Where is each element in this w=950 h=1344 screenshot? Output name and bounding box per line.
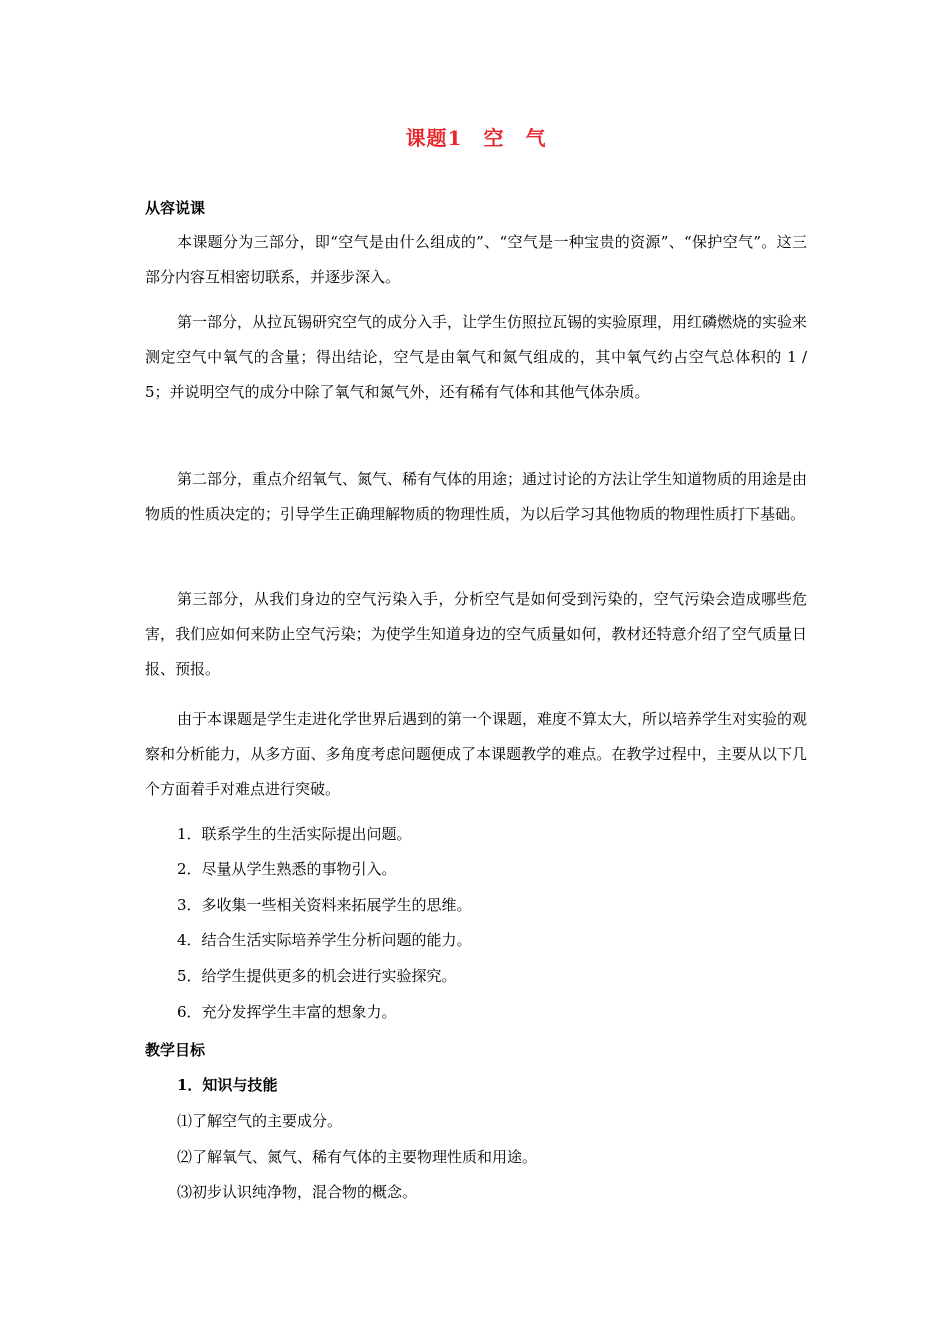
page-title: 课题1 空 气	[405, 126, 547, 150]
paragraph-part-three: 第三部分，从我们身边的空气污染入手，分析空气是如何受到污染的，空气污染会造成哪些危害，我们应如何来防止空气污染；为使学生知道身边的空气质量如何，教材还特意介绍了空气质量日报、预报。	[145, 590, 807, 678]
section-heading-teaching-goals: 教学目标	[145, 1041, 206, 1059]
subheading-knowledge-skills: 1．知识与技能	[177, 1076, 278, 1094]
goal-item: ⑵了解氧气、氮气、稀有气体的主要物理性质和用途。	[177, 1148, 538, 1166]
section-heading-lesson-intro: 从容说课	[145, 199, 206, 217]
paragraph-difficulty: 由于本课题是学生走进化学世界后遇到的第一个课题，难度不算太大，所以培养学生对实验的观察和分析能力，从多方面、多角度考虑问题便成了本课题教学的难点。在教学过程中，主要从以下几个方面着手对难点进行突破。	[145, 710, 808, 798]
paragraph-part-two: 第二部分，重点介绍氧气、氮气、稀有气体的用途；通过讨论的方法让学生知道物质的用途是由物质的性质决定的；引导学生正确理解物质的物理性质，为以后学习其他物质的物理性质打下基础。	[145, 470, 808, 523]
list-item: 5．给学生提供更多的机会进行实验探究。	[177, 967, 457, 985]
paragraph-overview: 本课题分为三部分，即“空气是由什么组成的”、“空气是一种宝贵的资源”、“保护空气”。这三部分内容互相密切联系，并逐步深入。	[145, 233, 807, 286]
list-item: 4．结合生活实际培养学生分析问题的能力。	[177, 931, 472, 949]
paragraph-part-one: 第一部分，从拉瓦锡研究空气的成分入手，让学生仿照拉瓦锡的实验原理，用红磷燃烧的实验来测定空气中氧气的含量；得出结论，空气是由氧气和氮气组成的，其中氧气约占空气总体积的 1 / 5；并说明空气的成分中除了氧气和氮气外，还有稀有气体和其他气体杂质。	[145, 313, 808, 401]
list-item: 6．充分发挥学生丰富的想象力。	[177, 1003, 397, 1021]
goal-item: ⑶初步认识纯净物，混合物的概念。	[177, 1183, 418, 1201]
list-item: 3．多收集一些相关资料来拓展学生的思维。	[177, 896, 472, 914]
list-item: 2．尽量从学生熟悉的事物引入。	[177, 860, 397, 878]
goal-item: ⑴了解空气的主要成分。	[177, 1112, 343, 1130]
list-item: 1．联系学生的生活实际提出问题。	[177, 825, 412, 843]
